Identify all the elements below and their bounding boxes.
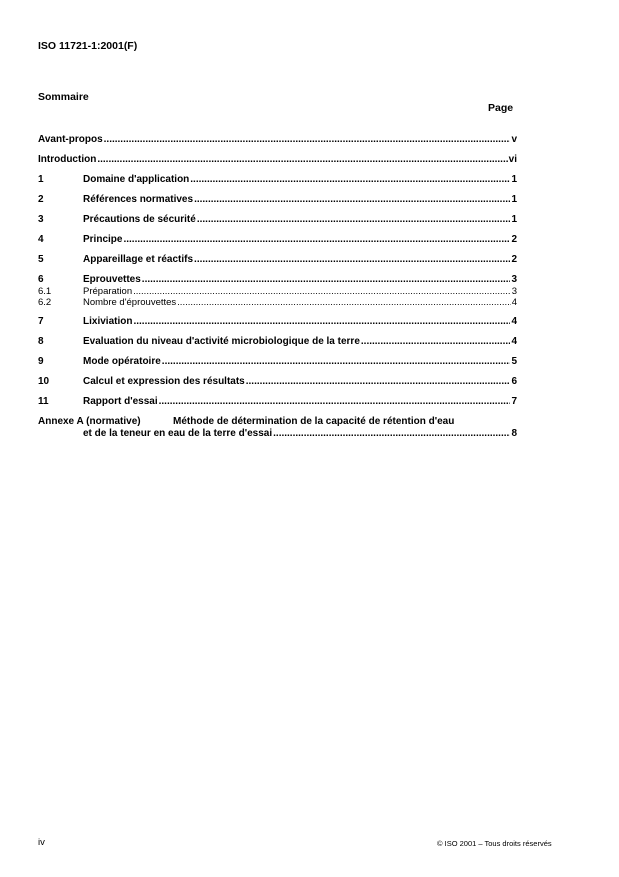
toc-leader-dots: [159, 396, 511, 408]
toc-entry-title: Principe: [83, 234, 123, 245]
annex-title-line2: et de la teneur en eau de la terre d'essai: [83, 428, 273, 439]
toc-entry-6[interactable]: [38, 274, 517, 286]
toc-entry-title: Nombre d'éprouvettes: [83, 297, 177, 308]
toc-entry-page: 4: [511, 336, 517, 347]
toc-entry-number: 6.1: [38, 286, 52, 297]
toc-entry-title: Introduction: [38, 154, 97, 165]
toc-entry-title: Précautions de sécurité: [83, 214, 196, 225]
toc-entry-number: 7: [38, 316, 44, 327]
toc-entry-6-1[interactable]: [38, 286, 517, 297]
toc-entry-1[interactable]: [38, 174, 517, 186]
toc-entry-number: 11: [38, 396, 49, 407]
annex-label: Annexe A (normative): [38, 416, 141, 427]
toc-entry-number: 10: [38, 376, 50, 387]
toc-entry-title: Rapport d'essai: [83, 396, 158, 407]
toc-leader-dots: [361, 336, 511, 348]
toc-entry-avant-propos[interactable]: [38, 134, 517, 146]
toc-entry-page: 7: [511, 396, 517, 407]
toc-entry-page: 1: [511, 174, 517, 185]
toc-entry-title: Avant-propos: [38, 134, 103, 145]
toc-leader-dots: [133, 286, 511, 297]
toc-entry-page: 2: [511, 254, 517, 265]
toc-entry-introduction[interactable]: [38, 154, 517, 166]
toc-entry-annex-a-continued[interactable]: [38, 428, 517, 440]
toc-entry-title: Domaine d'application: [83, 174, 190, 185]
toc-entry-title: Références normatives: [83, 194, 194, 205]
toc-entry-number: 3: [38, 214, 44, 225]
toc-entry-page: 4: [511, 316, 517, 327]
toc-leader-dots: [246, 376, 511, 388]
toc-leader-dots: [190, 174, 510, 186]
toc-entry-title: Appareillage et réactifs: [83, 254, 194, 265]
toc-entry-number: 5: [38, 254, 44, 265]
toc-entry-7[interactable]: [38, 316, 517, 328]
toc-entry-number: 8: [38, 336, 44, 347]
toc-entry-5[interactable]: [38, 254, 517, 266]
toc-entry-page: 3: [511, 274, 517, 285]
toc-entry-3[interactable]: [38, 214, 517, 226]
toc-entry-number: 2: [38, 194, 44, 205]
toc-title: Sommaire: [38, 91, 89, 103]
toc-leader-dots: [177, 297, 511, 308]
toc-entry-annex-a[interactable]: [38, 416, 517, 428]
toc-leader-dots: [142, 274, 511, 286]
toc-entry-page: 3: [511, 286, 517, 297]
toc-leader-dots: [194, 254, 510, 266]
toc-entry-page: 4: [511, 297, 517, 308]
document-reference: ISO 11721-1:2001(F): [38, 40, 138, 52]
toc-entry-number: 9: [38, 356, 44, 367]
toc-entry-page: 8: [511, 428, 517, 439]
toc-entry-6-2[interactable]: [38, 297, 517, 308]
toc-entry-number: 6: [38, 274, 44, 285]
toc-entry-page: 1: [511, 214, 517, 225]
toc-leader-dots: [97, 154, 507, 166]
toc-entry-page: 2: [511, 234, 517, 245]
toc-leader-dots: [197, 214, 511, 226]
toc-entry-2[interactable]: [38, 194, 517, 206]
toc-leader-dots: [273, 428, 510, 440]
toc-entry-page: v: [511, 134, 517, 145]
toc-entry-number: 4: [38, 234, 44, 245]
toc-entry-page: 6: [511, 376, 517, 387]
toc-entry-4[interactable]: [38, 234, 517, 246]
toc-entry-page: 1: [511, 194, 517, 205]
toc-entry-title: Lixiviation: [83, 316, 133, 327]
toc-entry-page: vi: [508, 154, 517, 165]
toc-entry-title: Calcul et expression des résultats: [83, 376, 245, 387]
toc-entry-8[interactable]: [38, 336, 517, 348]
toc-entry-number: 1: [38, 174, 44, 185]
toc-entry-number: 6.2: [38, 297, 52, 308]
toc-leader-dots: [162, 356, 511, 368]
footer-page-number: iv: [38, 837, 45, 848]
toc-leader-dots: [123, 234, 510, 246]
page-column-label: Page: [488, 102, 514, 114]
toc-entry-9[interactable]: [38, 356, 517, 368]
footer-copyright: © ISO 2001 – Tous droits réservés: [437, 839, 552, 848]
toc-leader-dots: [104, 134, 511, 146]
toc-entry-title: Préparation: [83, 286, 133, 297]
toc-entry-title: Eprouvettes: [83, 274, 141, 285]
toc-leader-dots: [194, 194, 510, 206]
toc-entry-10[interactable]: [38, 376, 517, 388]
toc-entry-11[interactable]: [38, 396, 517, 408]
annex-title-line1: Méthode de détermination de la capacité de rétention d'eau: [173, 416, 455, 427]
toc-entry-page: 5: [511, 356, 517, 367]
toc-leader-dots: [133, 316, 510, 328]
toc-entry-title: Evaluation du niveau d'activité microbiologique de la terre: [83, 336, 360, 347]
toc-entry-title: Mode opératoire: [83, 356, 161, 367]
table-of-contents: [38, 134, 517, 440]
